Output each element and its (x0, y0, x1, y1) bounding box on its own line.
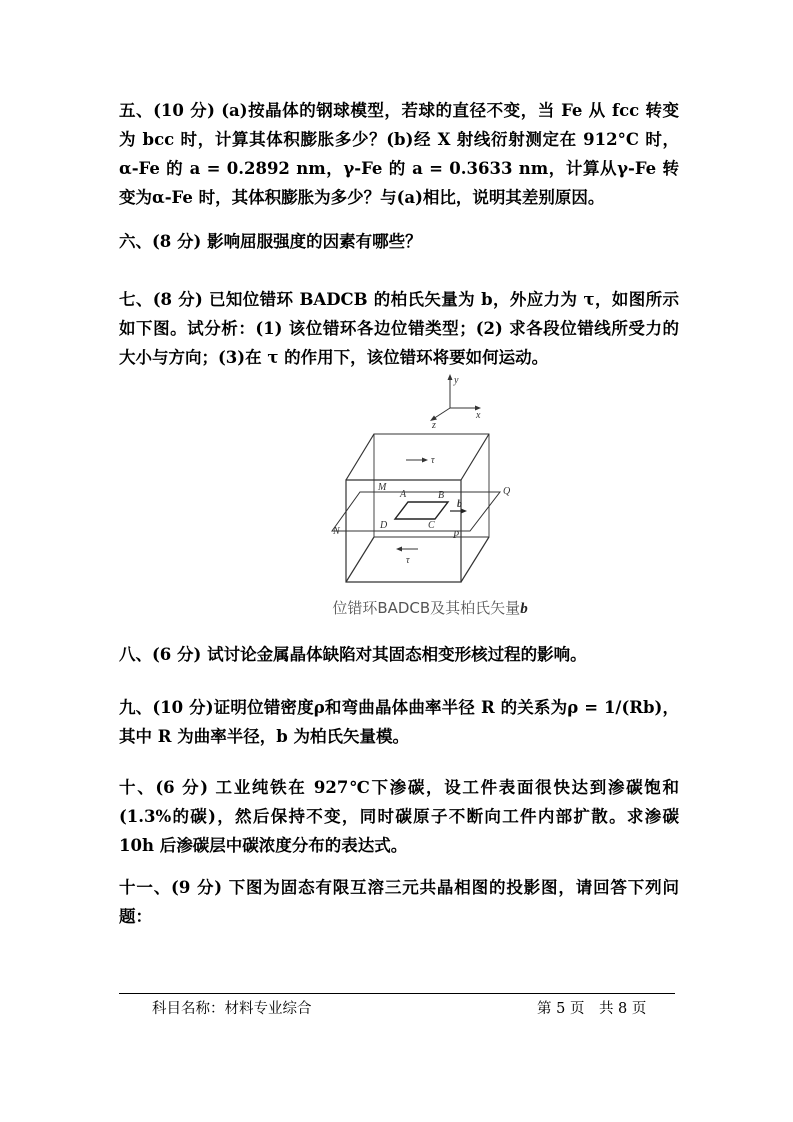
axis-x-label: x (476, 410, 481, 421)
tau-bottom-label: τ (406, 555, 410, 566)
footer-subject: 科目名称：材料专业综合 (152, 1001, 312, 1017)
axis-y-label: y (454, 375, 459, 386)
footer-divider (119, 993, 675, 994)
figure-caption-text: 位错环BADCB及其柏氏矢量 (332, 599, 521, 617)
question-6: 六、(8 分) 影响屈服强度的因素有哪些？ (119, 232, 422, 251)
z-axis-line (433, 408, 450, 419)
question-8: 八、(6 分) 试讨论金属晶体缺陷对其固态相变形核过程的影响。 (119, 645, 587, 664)
crystal-cube-diagram (320, 370, 550, 595)
question-9: 九、(10 分)证明位错密度ρ和弯曲晶体曲率半径 R 的关系为ρ = 1/(Rb)，其中 R 为曲率半径，b 为柏氏矢量模。 (119, 698, 679, 746)
axis-z-label: z (432, 420, 436, 431)
footer-page-number: 第 5 页 共 8 页 (537, 1001, 647, 1017)
label-D: D (380, 520, 388, 531)
dislocation-loop (395, 502, 448, 519)
dislocation-loop-figure (320, 370, 550, 595)
tau-bottom-arrowhead (396, 547, 402, 552)
label-Q: Q (503, 486, 511, 497)
label-A: A (400, 489, 407, 500)
tau-top-arrowhead (422, 458, 428, 463)
label-B: B (438, 490, 445, 501)
question-7: 七、(8 分) 已知位错环 BADCB 的柏氏矢量为 b，外应力为 τ，如图所示如下图。试分析：(1) 该位错环各边位错类型；(2) 求各段位错线所受力的大小与方向；(3)在 τ 的作用下，该位错环将要如何运动。 (119, 290, 679, 367)
label-b: b (457, 499, 462, 510)
tau-top-label: τ (431, 455, 435, 466)
label-C: C (428, 520, 435, 531)
figure-caption (300, 597, 560, 618)
question-5: 五、(10 分) (a)按晶体的钢球模型，若球的直径不变，当 Fe 从 fcc 转变为 bcc 时，计算其体积膨胀多少？(b)经 X 射线衍射测定在 912°C 时，α-Fe 的 a = 0.2892 nm，γ-Fe 的 a = 0.3633 nm，计算从γ-Fe 转变为α-Fe 时，其体积膨胀为多少？与(a)相比，说明其差别原因。 (119, 101, 679, 207)
question-10: 十、(6 分) 工业纯铁在 927℃下渗碳，设工件表面很快达到渗碳饱和 (1.3%的碳)，然后保持不变，同时碳原子不断向工件内部扩散。求渗碳 10h 后渗碳层中碳浓度分布的表达式。 (119, 778, 679, 855)
figure-caption-vector: b (520, 601, 528, 617)
label-M: M (378, 482, 387, 493)
label-P: P (453, 530, 460, 541)
question-11: 十一、(9 分) 下图为固态有限互溶三元共晶相图的投影图，请回答下列问题： (119, 878, 679, 926)
y-axis-arrow (448, 374, 453, 380)
label-N: N (333, 526, 340, 537)
